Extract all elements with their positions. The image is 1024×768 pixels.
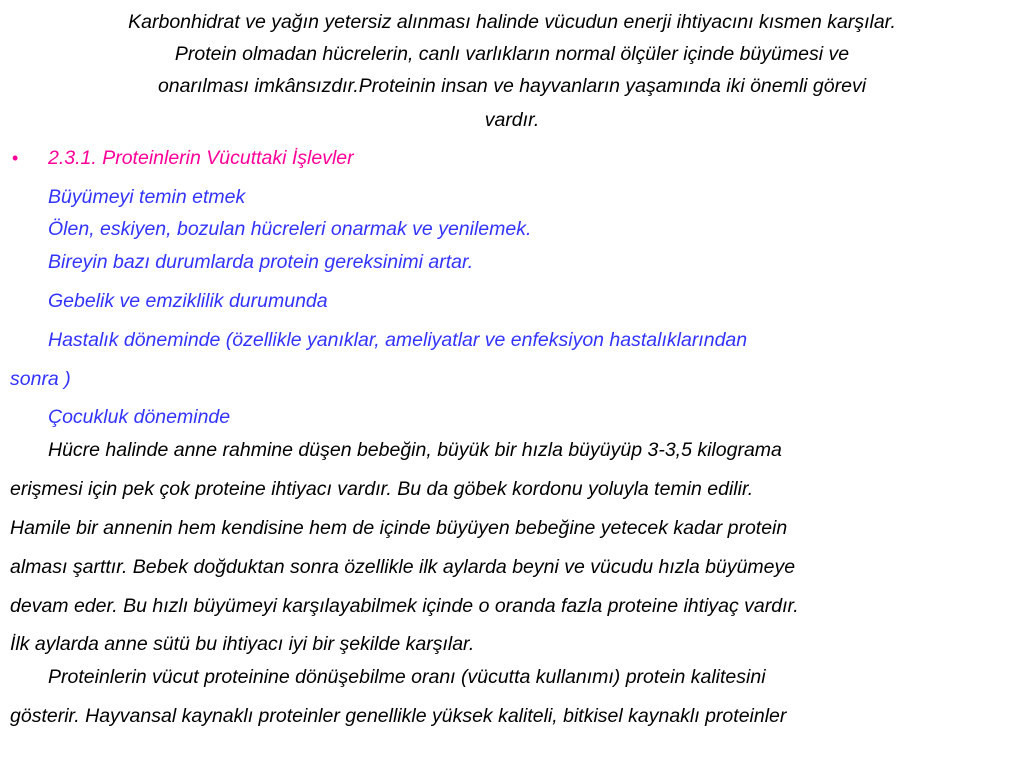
body-line-2: erişmesi için pek çok proteine ihtiyacı vardır. Bu da göbek kordonu yoluyla temin edilir. [10, 478, 754, 500]
blue-line-5: Hastalık döneminde (özellikle yanıklar, ameliyatlar ve enfeksiyon hastalıklarından [48, 329, 748, 351]
body-line-5: devam eder. Bu hızlı büyümeyi karşılayabilmek içinde o oranda fazla proteine ihtiyaç vardır. [10, 595, 799, 617]
intro-line-2: Protein olmadan hücrelerin, canlı varlıkların normal ölçüler içinde büyümesi ve [174, 43, 850, 65]
bullet-icon: • [12, 148, 19, 168]
blue-line-7: Çocukluk döneminde [48, 406, 231, 428]
body-line-1: Hücre halinde anne rahmine düşen bebeğin, büyük bir hızla büyüyüp 3-3,5 kilograma [48, 439, 782, 461]
blue-line-3: Bireyin bazı durumlarda protein gereksinimi artar. [48, 251, 474, 273]
intro-line-4: vardır. [484, 109, 540, 131]
intro-line-1: Karbonhidrat ve yağın yetersiz alınması halinde vücudun enerji ihtiyacını kısmen karşılar. [128, 11, 896, 33]
blue-line-1: Büyümeyi temin etmek [48, 186, 246, 208]
intro-line-3: onarılması imkânsızdır.Proteinin insan ve hayvanların yaşamında iki önemli görevi [157, 75, 867, 97]
body-line-8: gösterir. Hayvansal kaynaklı proteinler genellikle yüksek kaliteli, bitkisel kaynaklı proteinler [10, 705, 787, 727]
blue-line-2: Ölen, eskiyen, bozulan hücreleri onarmak ve yenilemek. [48, 218, 532, 240]
body-line-7: Proteinlerin vücut proteinine dönüşebilme oranı (vücutta kullanımı) protein kalitesini [48, 666, 766, 688]
section-heading: 2.3.1. Proteinlerin Vücuttaki İşlevler [48, 147, 354, 169]
body-line-4: alması şarttır. Bebek doğduktan sonra özellikle ilk aylarda beyni ve vücudu hızla büyümeye [10, 556, 796, 578]
blue-line-4: Gebelik ve emziklilik durumunda [48, 290, 328, 312]
body-line-6: İlk aylarda anne sütü bu ihtiyacı iyi bir şekilde karşılar. [10, 633, 475, 655]
body-line-3: Hamile bir annenin hem kendisine hem de içinde büyüyen bebeğine yetecek kadar protein [10, 517, 788, 539]
blue-line-6: sonra ) [10, 368, 71, 390]
